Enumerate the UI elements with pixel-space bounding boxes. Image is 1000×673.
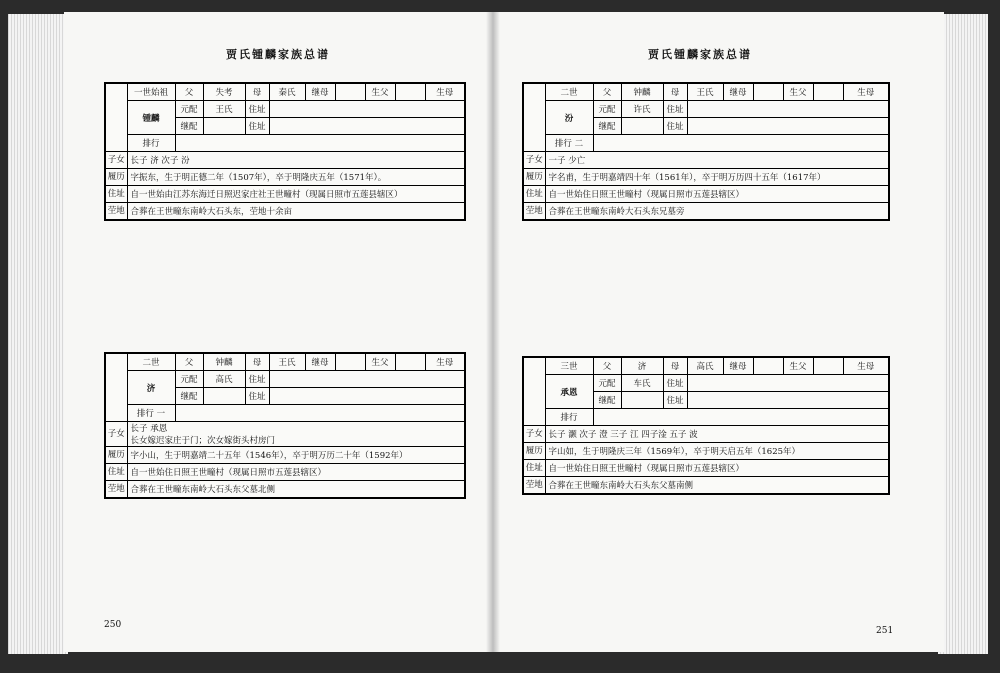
person-name: 承恩 — [545, 375, 593, 409]
wife-address-label: 住址 — [245, 371, 269, 388]
rank-label: 排行 — [136, 409, 154, 419]
step-mother-label: 继母 — [305, 353, 335, 371]
jipei-address-value — [269, 118, 465, 135]
father-name: 钟麟 — [621, 83, 663, 101]
address-value: 自一世始住日照王世疃村（现属日照市五莲县辖区） — [127, 464, 465, 481]
father-label: 父 — [593, 357, 621, 375]
rank-value: 二 — [574, 139, 584, 149]
mother-label: 母 — [245, 83, 269, 101]
wife-address-label: 住址 — [663, 101, 687, 118]
person-name: 济 — [127, 371, 175, 405]
jipei-label: 继配 — [593, 392, 621, 409]
yuanpei-label: 元配 — [593, 375, 621, 392]
father-label: 父 — [175, 83, 203, 101]
grave-value: 合葬在王世疃东南岭大石头东父墓南侧 — [545, 477, 889, 495]
birth-father-value — [395, 83, 425, 101]
jipei-label: 继配 — [593, 118, 621, 135]
jipei-address-value — [269, 388, 465, 405]
wife-address-value — [269, 101, 465, 118]
birth-father-label: 生父 — [365, 83, 395, 101]
birth-father-label: 生父 — [365, 353, 395, 371]
jipei-label: 继配 — [175, 388, 203, 405]
step-mother-value — [753, 83, 783, 101]
children-line: 长子 承恩 — [130, 424, 168, 434]
father-label: 父 — [593, 83, 621, 101]
rank-cell — [545, 135, 593, 152]
running-header-left: 贾氏锺麟家族总谱 — [226, 48, 330, 61]
genealogy-record — [522, 356, 890, 495]
jipei-address-label: 住址 — [663, 392, 687, 409]
father-label: 父 — [175, 353, 203, 371]
right-page-edges — [938, 14, 988, 654]
grave-label: 茔地 — [523, 477, 545, 495]
biography-label: 履历 — [523, 443, 545, 460]
children-label: 子女 — [105, 152, 127, 169]
yuanpei-label: 元配 — [175, 101, 203, 118]
wife-name: 高氏 — [203, 371, 245, 388]
blank-corner — [523, 83, 545, 152]
generation: 二世 — [127, 353, 175, 371]
birth-father-value — [813, 357, 843, 375]
birth-father-label: 生父 — [783, 357, 813, 375]
blank-corner — [523, 357, 545, 426]
step-mother-value — [335, 83, 365, 101]
children-line: 长子 灏 次子 澄 三子 江 四子淦 五子 波 — [548, 430, 698, 440]
birth-father-value — [395, 353, 425, 371]
birth-father-value — [813, 83, 843, 101]
jipei-address-label: 住址 — [663, 118, 687, 135]
blank-corner — [105, 83, 127, 152]
wife-name: 车氏 — [621, 375, 663, 392]
biography-value: 字振东，生于明正德二年（1507年），卒于明隆庆五年（1571年）。 — [127, 169, 465, 186]
birth-mother-label: 生母 — [425, 83, 465, 101]
wife-address-value — [687, 101, 889, 118]
children-value — [127, 152, 465, 169]
jipei-value — [203, 118, 245, 135]
step-mother-label: 继母 — [723, 83, 753, 101]
grave-value: 合葬在王世疃东南岭大石头东兄墓旁 — [545, 203, 889, 221]
genealogy-record — [522, 82, 890, 221]
biography-value: 字名甫，生于明嘉靖四十年（1561年），卒于明万历四十五年（1617年） — [545, 169, 889, 186]
address-label: 住址 — [105, 464, 127, 481]
father-name: 钟麟 — [203, 353, 245, 371]
wife-name: 王氏 — [203, 101, 245, 118]
wife-address-label: 住址 — [663, 375, 687, 392]
jipei-address-label: 住址 — [245, 388, 269, 405]
book-gutter — [486, 12, 500, 652]
children-line: 长子 济 次子 汾 — [130, 156, 190, 166]
grave-label: 茔地 — [105, 203, 127, 221]
step-mother-label: 继母 — [305, 83, 335, 101]
jipei-value — [621, 392, 663, 409]
page-number-right: 251 — [876, 626, 894, 636]
step-mother-value — [753, 357, 783, 375]
biography-label: 履历 — [105, 169, 127, 186]
person-name: 锺麟 — [127, 101, 175, 135]
left-page-edges — [8, 14, 68, 654]
person-name: 汾 — [545, 101, 593, 135]
page-number-left: 250 — [104, 620, 122, 630]
mother-name: 高氏 — [687, 357, 723, 375]
blank-corner — [105, 353, 127, 422]
biography-value: 字小山，生于明嘉靖二十五年（1546年），卒于明万历二十年（1592年） — [127, 447, 465, 464]
mother-name: 王氏 — [269, 353, 305, 371]
wife-name: 许氏 — [621, 101, 663, 118]
yuanpei-label: 元配 — [593, 101, 621, 118]
jipei-address-value — [687, 392, 889, 409]
grave-label: 茔地 — [523, 203, 545, 221]
children-line: 长女嫁迟家庄于门；次女嫁街头村房门 — [130, 436, 276, 446]
children-label: 子女 — [105, 422, 127, 447]
mother-name: 王氏 — [687, 83, 723, 101]
mother-label: 母 — [245, 353, 269, 371]
birth-mother-label: 生母 — [843, 357, 889, 375]
biography-value: 字山如，生于明隆庆三年（1569年），卒于明天启五年（1625年） — [545, 443, 889, 460]
step-mother-label: 继母 — [723, 357, 753, 375]
grave-label: 茔地 — [105, 481, 127, 499]
children-value — [545, 152, 889, 169]
biography-label: 履历 — [105, 447, 127, 464]
birth-mother-label: 生母 — [425, 353, 465, 371]
address-value: 自一世始住日照王世疃村（现属日照市五莲县辖区） — [545, 460, 889, 477]
address-label: 住址 — [523, 460, 545, 477]
address-value: 自一世始由江苏东海迁日照迟家庄社王世疃村（现属日照市五莲县辖区） — [127, 186, 465, 203]
rank-cell — [127, 405, 175, 422]
wife-address-label: 住址 — [245, 101, 269, 118]
generation: 一世始祖 — [127, 83, 175, 101]
mother-name: 秦氏 — [269, 83, 305, 101]
mother-label: 母 — [663, 357, 687, 375]
yuanpei-label: 元配 — [175, 371, 203, 388]
jipei-address-label: 住址 — [245, 118, 269, 135]
father-name: 济 — [621, 357, 663, 375]
address-value: 自一世始住日照王世疃村（现属日照市五莲县辖区） — [545, 186, 889, 203]
jipei-address-value — [687, 118, 889, 135]
children-label: 子女 — [523, 152, 545, 169]
wife-address-value — [269, 371, 465, 388]
birth-father-label: 生父 — [783, 83, 813, 101]
children-value — [545, 426, 889, 443]
children-line: 一子 少亡 — [548, 156, 586, 166]
rank-value: 一 — [156, 409, 166, 419]
rank-label: 排行 — [560, 413, 578, 423]
jipei-label: 继配 — [175, 118, 203, 135]
grave-value: 合葬在王世疃东南岭大石头东，茔地十余亩 — [127, 203, 465, 221]
grave-value: 合葬在王世疃东南岭大石头东父墓北侧 — [127, 481, 465, 499]
genealogy-record — [104, 352, 466, 499]
jipei-value — [621, 118, 663, 135]
birth-mother-label: 生母 — [843, 83, 889, 101]
wife-address-value — [687, 375, 889, 392]
running-header-right: 贾氏锺麟家族总谱 — [648, 48, 752, 61]
children-value — [127, 422, 465, 447]
step-mother-value — [335, 353, 365, 371]
rank-label: 排行 — [554, 139, 572, 149]
address-label: 住址 — [523, 186, 545, 203]
generation: 三世 — [545, 357, 593, 375]
genealogy-record — [104, 82, 466, 221]
generation: 二世 — [545, 83, 593, 101]
jipei-value — [203, 388, 245, 405]
rank-cell — [127, 135, 175, 152]
address-label: 住址 — [105, 186, 127, 203]
biography-label: 履历 — [523, 169, 545, 186]
mother-label: 母 — [663, 83, 687, 101]
children-label: 子女 — [523, 426, 545, 443]
rank-cell — [545, 409, 593, 426]
rank-label: 排行 — [142, 139, 160, 149]
father-name: 失考 — [203, 83, 245, 101]
